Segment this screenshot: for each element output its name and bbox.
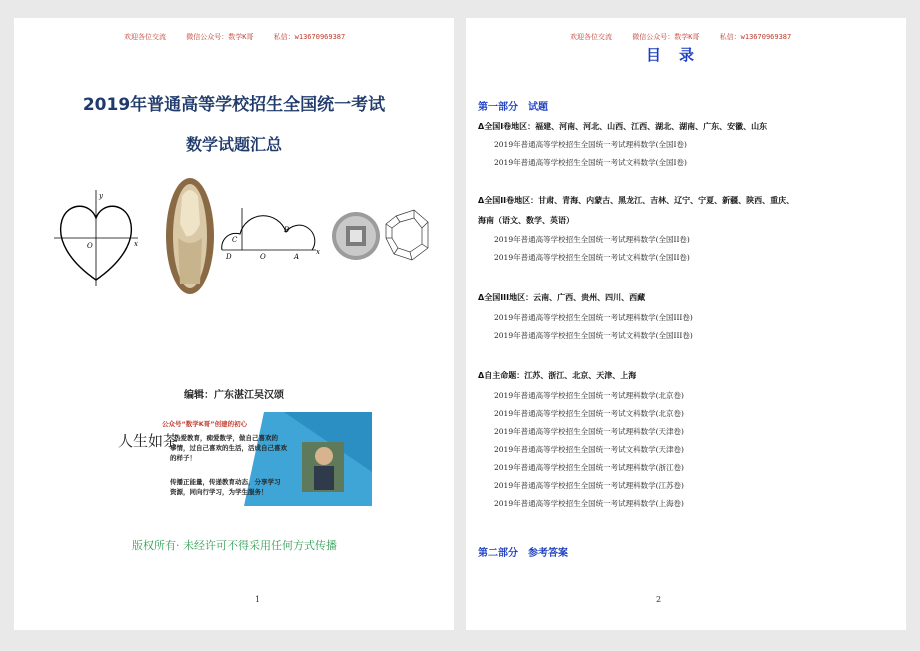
toc-region-4: Δ自主命题：江苏、浙江、北京、天津、上海 — [478, 371, 637, 380]
arc-c-label: C — [232, 236, 238, 244]
toc-item[interactable]: 2019年普通高等学校招生全国统一考试理科数学(北京卷) — [494, 391, 684, 400]
toc-item[interactable]: 2019年普通高等学校招生全国统一考试理科数学(浙江卷) — [494, 463, 684, 472]
heart-y-label: y — [99, 192, 103, 200]
toc-item[interactable]: 2019年普通高等学校招生全国统一考试文科数学(北京卷) — [494, 409, 684, 418]
cover-page — [14, 18, 454, 630]
toc-item[interactable]: 2019年普通高等学校招生全国统一考试理科数学(全国Ⅰ卷) — [494, 140, 687, 149]
toc-item[interactable]: 2019年普通高等学校招生全国统一考试文科数学(全国Ⅰ卷) — [494, 158, 687, 167]
toc-item[interactable]: 2019年普通高等学校招生全国统一考试文科数学(全国II卷) — [494, 253, 690, 262]
cover-figures — [50, 176, 430, 296]
toc-item[interactable]: 2019年普通高等学校招生全国统一考试文科数学(全国III卷) — [494, 331, 693, 340]
arc-figure — [222, 208, 320, 261]
header-wechat: 微信公众号：数学K哥 — [186, 33, 254, 41]
toc-item[interactable]: 2019年普通高等学校招生全国统一考试理科数学(天津卷) — [494, 427, 684, 436]
header-welcome: 欢迎各位交流 — [124, 33, 166, 41]
banner-line-5: 资源，同向行学习，为学生服务！ — [170, 488, 268, 496]
cover-subtitle: 数学试题汇总 — [185, 135, 282, 154]
crystal-ball-image — [332, 212, 380, 260]
page-number: 2 — [656, 595, 662, 604]
header-private: 私信：w13670969387 — [719, 33, 792, 41]
arc-b-label: B — [284, 226, 290, 234]
toc-part-2[interactable]: 第二部分 参考答案 — [478, 548, 568, 559]
banner-logo-text: 人生如茶 — [118, 432, 179, 450]
page-header — [570, 32, 807, 42]
cover-title: 2019年普通高等学校招生全国统一考试 — [82, 95, 386, 115]
toc-item[interactable]: 2019年普通高等学校招生全国统一考试理科数学(全国II卷) — [494, 235, 690, 244]
page-header — [124, 32, 361, 42]
editor-credit: 编辑：广东湛江吴汉颂 — [184, 390, 284, 401]
sculpture-image — [166, 178, 214, 294]
toc-region-2-cont: 海南（语文、数学、英语） — [478, 216, 574, 225]
banner-line-2: 事情，过自己喜欢的生活，活成自己喜欢 — [170, 444, 287, 452]
banner-line-4: 传播正能量，传递教育动态，分享学习 — [170, 478, 281, 486]
toc-item[interactable]: 2019年普通高等学校招生全国统一考试文科数学(天津卷) — [494, 445, 684, 454]
toc-page — [466, 18, 906, 630]
banner-subtitle: 公众号“数学K哥”创建的初心 — [162, 420, 248, 428]
arc-d-label: D — [226, 253, 232, 261]
copyright-notice: 版权所有· 未经许可不得采用任何方式传播 — [132, 539, 337, 552]
heart-x-label: x — [134, 240, 138, 248]
toc-item[interactable]: 2019年普通高等学校招生全国统一考试理科数学(全国III卷) — [494, 313, 693, 322]
arc-a-label: A — [294, 253, 300, 261]
arc-o-label: O — [260, 253, 266, 261]
toc-item[interactable]: 2019年普通高等学校招生全国统一考试理科数学(江苏卷) — [494, 481, 684, 490]
header-welcome: 欢迎各位交流 — [570, 33, 612, 41]
banner-line-3: 的样子！ — [170, 454, 196, 462]
header-wechat: 微信公众号：数学K哥 — [632, 33, 700, 41]
banner-line-1: 热爱教育，痴爱数学，做自己喜欢的 — [174, 434, 278, 442]
page-number: 1 — [255, 595, 261, 604]
heart-curve-figure — [54, 190, 138, 286]
toc-part-1[interactable]: 第一部分 试题 — [478, 102, 548, 113]
toc-region-2: Δ全国II卷地区：甘肃、青海、内蒙古、黑龙江、吉林、辽宁、宁夏、新疆、陕西、重庆、 — [478, 196, 795, 205]
arc-x-label: x — [316, 248, 320, 256]
header-private: 私信：w13670969387 — [273, 33, 346, 41]
toc-region-3: Δ全国III地区：云南、广西、贵州、四川、西藏 — [478, 293, 646, 302]
toc-title: 目录 — [646, 46, 713, 64]
heart-origin-label: O — [87, 242, 93, 250]
person-photo — [315, 447, 333, 465]
toc-region-1: Δ全国Ⅰ卷地区：福建、河南、河北、山西、江西、湖北、湖南、广东、安徽、山东 — [478, 122, 768, 131]
toc-item[interactable]: 2019年普通高等学校招生全国统一考试理科数学(上海卷) — [494, 499, 684, 508]
promo-banner — [114, 412, 372, 506]
polyhedron-figure — [386, 210, 428, 260]
